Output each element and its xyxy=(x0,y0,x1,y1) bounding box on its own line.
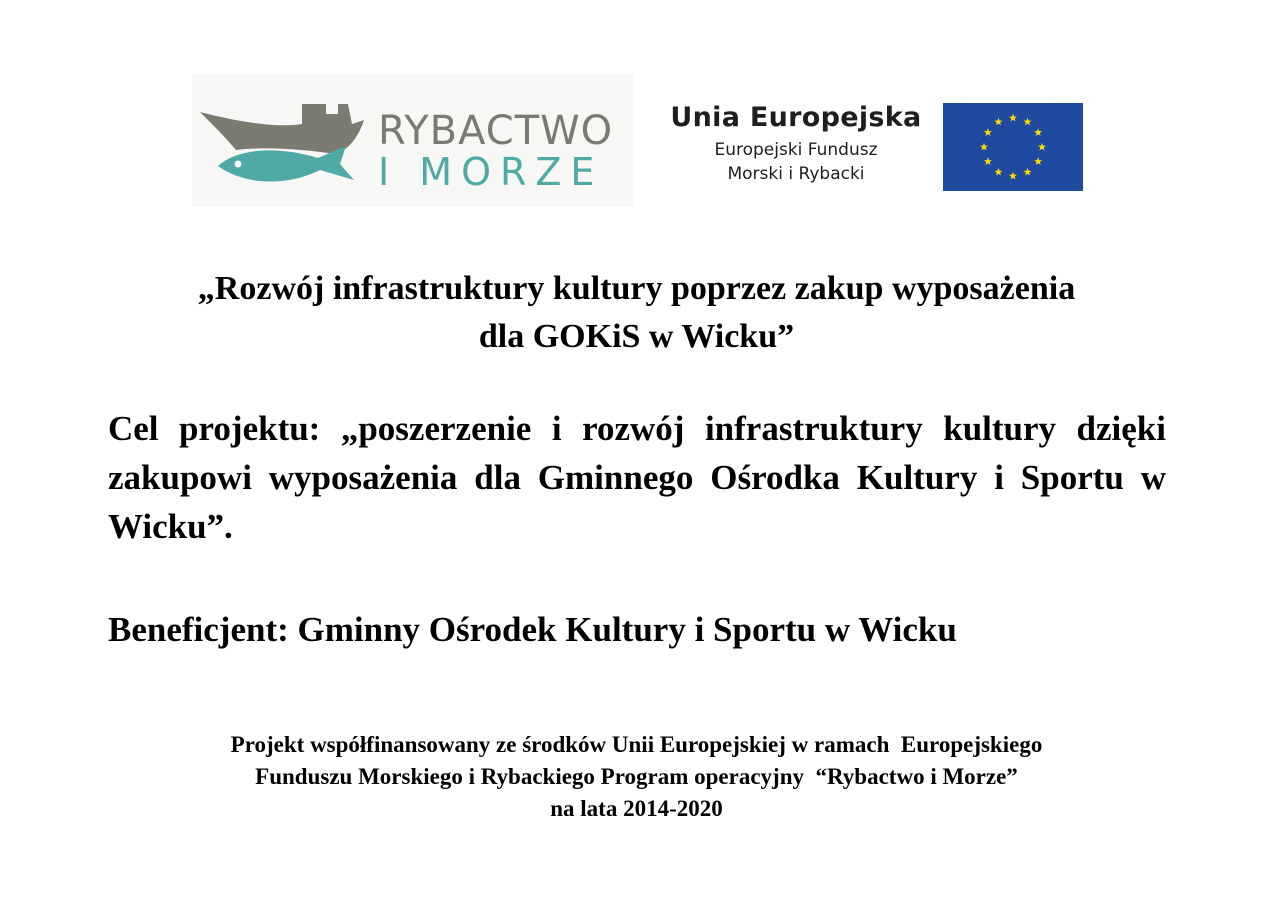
project-title-line1: „Rozwój infrastruktury kultury poprzez zakup wyposażenia xyxy=(197,270,1076,307)
rybactwo-text: RYBACTWO xyxy=(378,108,614,154)
boat-icon xyxy=(200,104,364,154)
eu-subtitle-line1: Europejski Fundusz xyxy=(714,140,878,160)
project-goal: Cel projektu: „poszerzenie i rozwój infrastruktury kultury dzięki zakupowi wyposażenia dla Gminnego Ośrodka Kultury i Sportu w Wicku”. xyxy=(108,409,1166,546)
eu-flag-icon xyxy=(943,103,1083,191)
eu-subtitle-line2: Morski i Rybacki xyxy=(727,164,865,184)
funding-line2: Funduszu Morskiego i Rybackiego Program operacyjny “Rybactwo i Morze” xyxy=(255,764,1018,789)
funding-line3: na lata 2014-2020 xyxy=(550,796,723,821)
boat-and-fish-icon xyxy=(198,98,366,190)
project-title-line2: dla GOKiS w Wicku” xyxy=(478,318,795,355)
project-title xyxy=(0,265,1273,361)
beneficiary: Beneficjent: Gminny Ośrodek Kultury i Sportu w Wicku xyxy=(108,610,957,649)
eu-text-block xyxy=(670,100,922,186)
i-morze-text: I MORZE xyxy=(378,150,604,194)
rybactwo-i-morze-logo xyxy=(192,74,634,207)
eu-title: Unia Europejska xyxy=(670,102,922,133)
funding-note xyxy=(0,729,1273,825)
funding-line1: Projekt współfinansowany ze środków Unii Europejskiej w ramach Europejskiego xyxy=(230,732,1043,757)
